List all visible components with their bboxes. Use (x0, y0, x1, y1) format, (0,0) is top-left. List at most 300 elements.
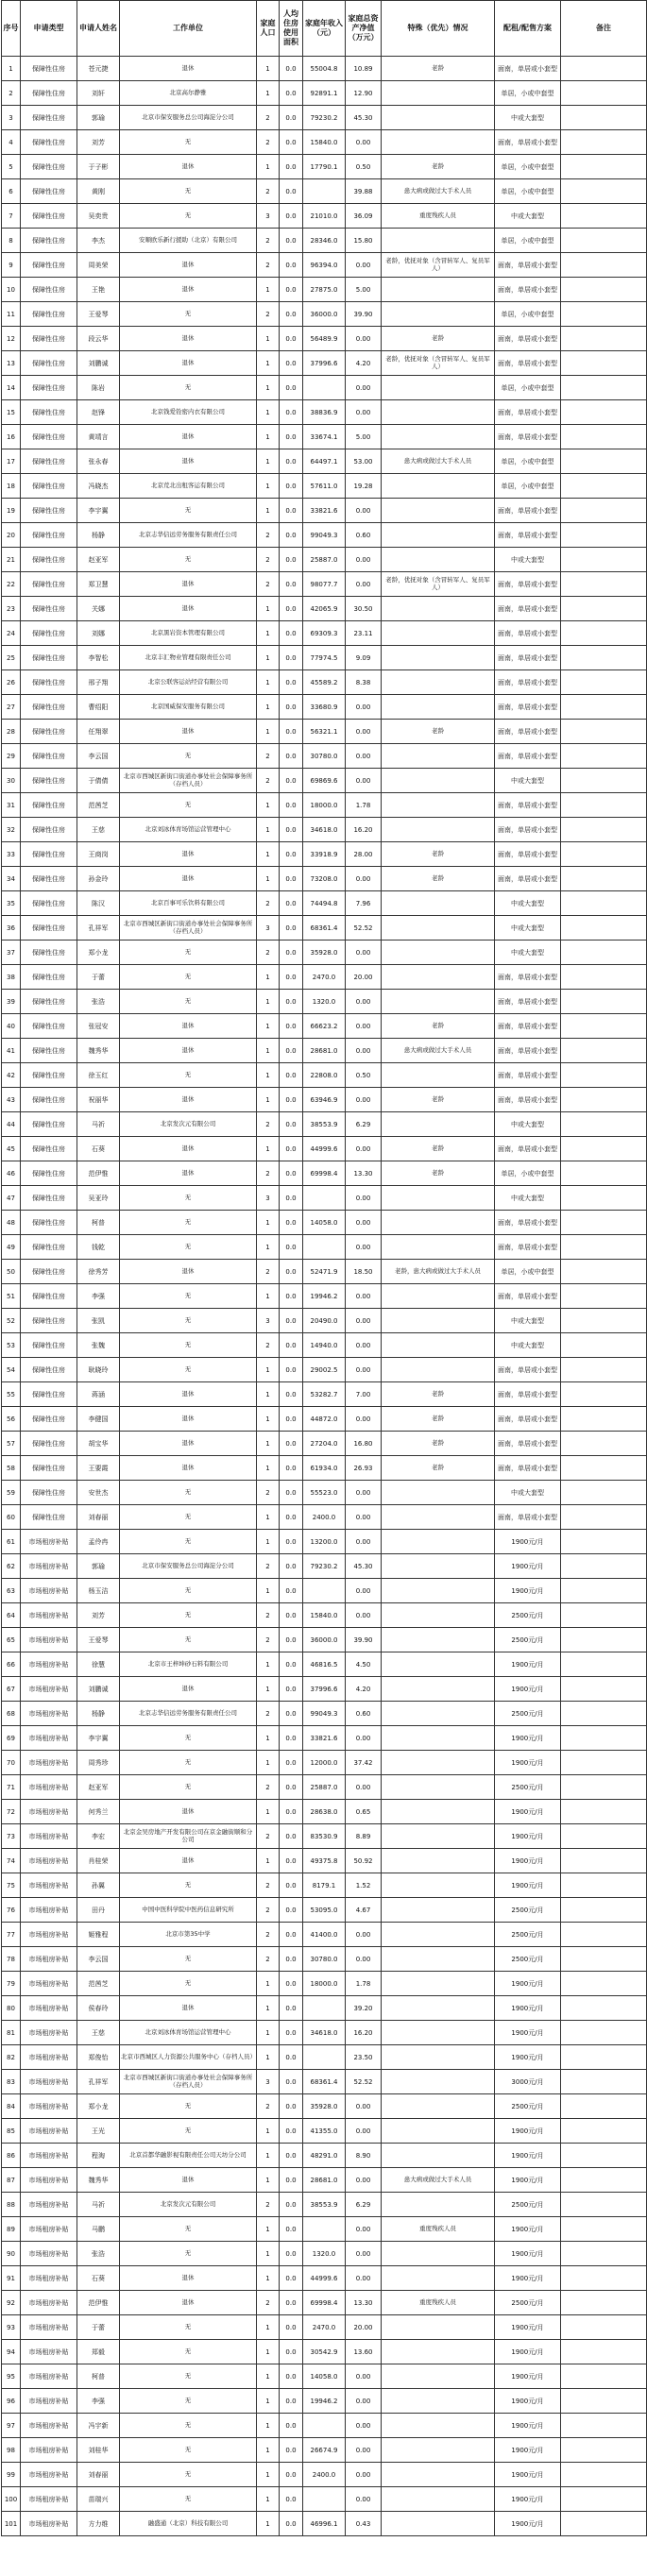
cell-seq: 75 (2, 1873, 21, 1898)
cell-cond (382, 1628, 495, 1652)
cell-assets: 0.00 (346, 327, 382, 351)
cell-people: 2 (257, 130, 280, 155)
table-row (2, 891, 647, 916)
table-row (2, 1284, 647, 1309)
cell-name: 郑毅 (77, 2340, 120, 2364)
cell-plan: 1900元/月 (495, 2119, 561, 2144)
cell-cond (382, 2414, 495, 2438)
cell-seq: 93 (2, 2315, 21, 2340)
cell-type: 保障性住房 (21, 1309, 77, 1333)
cell-unit: 退休 (120, 1996, 257, 2021)
cell-type: 保障性住房 (21, 1088, 77, 1112)
table-row (2, 1358, 647, 1382)
cell-people: 2 (257, 1898, 280, 1923)
cell-unit: 退休 (120, 449, 257, 474)
cell-income: 45589.2 (303, 670, 346, 695)
cell-plan: 单居，小或中套型 (495, 155, 561, 179)
cell-type: 保障性住房 (21, 1358, 77, 1382)
cell-assets: 0.00 (346, 2119, 382, 2144)
cell-type: 保障性住房 (21, 1039, 77, 1063)
cell-name: 程淘 (77, 2144, 120, 2168)
cell-assets: 52.52 (346, 916, 382, 941)
cell-unit: 退休 (120, 1382, 257, 1407)
cell-cond: 老龄 (382, 155, 495, 179)
cell-unit: 无 (120, 1358, 257, 1382)
cell-plan: 面南，单居或小套型 (495, 1456, 561, 1481)
table-row (2, 1382, 647, 1407)
cell-remark (561, 1161, 647, 1186)
cell-assets: 4.67 (346, 1898, 382, 1923)
cell-type: 市场租房补贴 (21, 2193, 77, 2217)
table-row (2, 2463, 647, 2487)
cell-unit: 北京金吴房地产开发有限公司在京金融街顺和分公司 (120, 1824, 257, 1849)
cell-cond (382, 523, 495, 548)
cell-unit: 无 (120, 1505, 257, 1530)
cell-assets: 0.00 (346, 1137, 382, 1161)
cell-remark (561, 1211, 647, 1235)
cell-people: 1 (257, 400, 280, 425)
cell-cond: 老龄 (382, 1014, 495, 1039)
cell-name: 张冠安 (77, 1014, 120, 1039)
cell-people: 1 (257, 2168, 280, 2193)
cell-type: 保障性住房 (21, 253, 77, 278)
cell-type: 市场租房补贴 (21, 1923, 77, 1947)
cell-unit: 无 (120, 2119, 257, 2144)
cell-type: 市场租房补贴 (21, 2242, 77, 2266)
cell-area: 0.0 (280, 597, 303, 621)
cell-income (303, 179, 346, 204)
table-row (2, 1923, 647, 1947)
cell-people: 2 (257, 229, 280, 253)
table-row (2, 2315, 647, 2340)
cell-plan: 单居，小或中套型 (495, 449, 561, 474)
cell-name: 张浩 (77, 2242, 120, 2266)
cell-seq: 10 (2, 278, 21, 302)
cell-name: 胡宝华 (77, 1432, 120, 1456)
cell-assets: 0.00 (346, 1235, 382, 1260)
cell-name: 于蕾 (77, 965, 120, 990)
cell-unit: 无 (120, 376, 257, 400)
cell-area: 0.0 (280, 2414, 303, 2438)
cell-income (303, 2487, 346, 2512)
cell-area: 0.0 (280, 1161, 303, 1186)
cell-plan: 面南，单居或小套型 (495, 425, 561, 449)
cell-type: 保障性住房 (21, 1284, 77, 1309)
cell-unit: 无 (120, 204, 257, 229)
cell-assets: 0.00 (346, 1481, 382, 1505)
cell-cond (382, 2438, 495, 2463)
cell-unit: 北京市保安服务总公司海淀分公司 (120, 1554, 257, 1579)
cell-area: 0.0 (280, 2512, 303, 2536)
cell-cond (382, 1333, 495, 1358)
cell-unit: 退休 (120, 1088, 257, 1112)
cell-income: 44999.6 (303, 1137, 346, 1161)
cell-type: 保障性住房 (21, 278, 77, 302)
cell-assets: 0.00 (346, 1211, 382, 1235)
cell-remark (561, 2094, 647, 2119)
cell-assets: 0.00 (346, 867, 382, 891)
cell-income: 38553.9 (303, 1112, 346, 1137)
cell-plan: 单居，小或中套型 (495, 81, 561, 106)
cell-plan: 面南，单居或小套型 (495, 1063, 561, 1088)
cell-plan: 单居，小或中套型 (495, 179, 561, 204)
cell-assets: 0.00 (346, 400, 382, 425)
cell-cond (382, 597, 495, 621)
cell-type: 保障性住房 (21, 155, 77, 179)
cell-assets: 39.88 (346, 179, 382, 204)
cell-income: 46996.1 (303, 2512, 346, 2536)
cell-remark (561, 1186, 647, 1211)
cell-name: 刘鹏诚 (77, 351, 120, 376)
cell-type: 市场租房补贴 (21, 2463, 77, 2487)
cell-income: 27204.0 (303, 1432, 346, 1456)
cell-income: 33674.1 (303, 425, 346, 449)
cell-people: 2 (257, 572, 280, 597)
cell-assets: 0.00 (346, 1358, 382, 1382)
cell-seq: 30 (2, 769, 21, 793)
cell-name: 冯宇新 (77, 2414, 120, 2438)
cell-name: 张浩 (77, 990, 120, 1014)
cell-cond (382, 302, 495, 327)
cell-cond (382, 941, 495, 965)
table-row (2, 941, 647, 965)
cell-unit: 无 (120, 1284, 257, 1309)
cell-seq: 71 (2, 1775, 21, 1800)
cell-people: 1 (257, 965, 280, 990)
cell-plan: 2500元/月 (495, 2291, 561, 2315)
cell-unit: 无 (120, 2438, 257, 2463)
cell-seq: 49 (2, 1235, 21, 1260)
table-row (2, 2119, 647, 2144)
cell-people: 1 (257, 1530, 280, 1554)
cell-remark (561, 2021, 647, 2045)
cell-area: 0.0 (280, 1358, 303, 1382)
cell-plan: 1900元/月 (495, 2414, 561, 2438)
table-row (2, 2512, 647, 2536)
cell-people: 1 (257, 449, 280, 474)
cell-cond (382, 670, 495, 695)
cell-income: 55004.8 (303, 57, 346, 81)
cell-income: 96394.0 (303, 253, 346, 278)
cell-assets: 0.00 (346, 990, 382, 1014)
cell-plan: 中或大套型 (495, 941, 561, 965)
cell-cond (382, 1849, 495, 1873)
cell-area: 0.0 (280, 1702, 303, 1726)
cell-remark (561, 1481, 647, 1505)
cell-assets: 6.29 (346, 2193, 382, 2217)
cell-plan: 中或大套型 (495, 891, 561, 916)
cell-people: 2 (257, 769, 280, 793)
table-header-row (2, 1, 647, 57)
cell-plan: 1900元/月 (495, 2389, 561, 2414)
table-row (2, 400, 647, 425)
cell-name: 赵锋 (77, 400, 120, 425)
cell-seq: 37 (2, 941, 21, 965)
table-row (2, 1996, 647, 2021)
cell-income: 14940.0 (303, 1333, 346, 1358)
cell-people: 1 (257, 1751, 280, 1775)
cell-people: 1 (257, 2340, 280, 2364)
cell-area: 0.0 (280, 2094, 303, 2119)
cell-unit: 无 (120, 1309, 257, 1333)
cell-seq: 95 (2, 2364, 21, 2389)
cell-people: 2 (257, 1161, 280, 1186)
cell-assets: 1.78 (346, 1972, 382, 1996)
cell-name: 范茜芝 (77, 1972, 120, 1996)
cell-people: 1 (257, 499, 280, 523)
cell-name: 范伊惟 (77, 2291, 120, 2315)
cell-income: 46816.5 (303, 1652, 346, 1677)
cell-income: 74494.8 (303, 891, 346, 916)
cell-unit: 无 (120, 1186, 257, 1211)
cell-income: 38836.9 (303, 400, 346, 425)
cell-assets: 12.90 (346, 81, 382, 106)
cell-income: 29002.5 (303, 1358, 346, 1382)
cell-unit: 无 (120, 2217, 257, 2242)
cell-type: 市场租房补贴 (21, 1873, 77, 1898)
cell-plan: 1900元/月 (495, 1726, 561, 1751)
cell-assets: 4.20 (346, 351, 382, 376)
cell-people: 1 (257, 1456, 280, 1481)
cell-plan: 面南，单居或小套型 (495, 842, 561, 867)
cell-plan: 1900元/月 (495, 2021, 561, 2045)
cell-seq: 44 (2, 1112, 21, 1137)
cell-unit: 无 (120, 1726, 257, 1751)
cell-cond (382, 1726, 495, 1751)
cell-name: 杨静 (77, 523, 120, 548)
cell-people: 2 (257, 1333, 280, 1358)
cell-unit: 北京志华信远劳务服务有限责任公司 (120, 523, 257, 548)
cell-people: 1 (257, 1972, 280, 1996)
cell-cond (382, 1481, 495, 1505)
cell-seq: 78 (2, 1947, 21, 1972)
cell-cond (382, 1603, 495, 1628)
cell-seq: 74 (2, 1849, 21, 1873)
cell-seq: 1 (2, 57, 21, 81)
cell-plan: 面南，单居或小套型 (495, 1137, 561, 1161)
cell-unit: 无 (120, 2364, 257, 2389)
cell-seq: 94 (2, 2340, 21, 2364)
cell-income: 56489.9 (303, 327, 346, 351)
cell-seq: 97 (2, 2414, 21, 2438)
cell-area: 0.0 (280, 499, 303, 523)
cell-cond: 老龄 (382, 842, 495, 867)
table-row (2, 965, 647, 990)
cell-cond (382, 2315, 495, 2340)
cell-type: 市场租房补贴 (21, 1726, 77, 1751)
cell-type: 保障性住房 (21, 425, 77, 449)
cell-cond: 老龄 (382, 1432, 495, 1456)
cell-income: 30542.9 (303, 2340, 346, 2364)
cell-type: 保障性住房 (21, 769, 77, 793)
cell-unit: 无 (120, 1063, 257, 1088)
table-row (2, 425, 647, 449)
cell-plan: 面南，单居或小套型 (495, 990, 561, 1014)
table-row (2, 155, 647, 179)
cell-people: 1 (257, 2414, 280, 2438)
table-row (2, 720, 647, 744)
cell-remark (561, 2414, 647, 2438)
cell-type: 保障性住房 (21, 229, 77, 253)
cell-area: 0.0 (280, 695, 303, 720)
column-header-unit: 工作单位 (120, 1, 257, 57)
cell-remark (561, 2389, 647, 2414)
cell-people: 1 (257, 646, 280, 670)
table-row (2, 1972, 647, 1996)
cell-remark (561, 1309, 647, 1333)
cell-remark (561, 1014, 647, 1039)
cell-type: 市场租房补贴 (21, 2144, 77, 2168)
cell-unit: 融盛通（北京）科技有限公司 (120, 2512, 257, 2536)
cell-people: 1 (257, 425, 280, 449)
cell-remark (561, 499, 647, 523)
cell-seq: 100 (2, 2487, 21, 2512)
table-body (2, 57, 647, 2536)
cell-cond (382, 81, 495, 106)
cell-unit: 北京市保安服务总公司海淀分公司 (120, 106, 257, 130)
cell-type: 市场租房补贴 (21, 1972, 77, 1996)
cell-plan: 2500元/月 (495, 1947, 561, 1972)
cell-unit: 无 (120, 1947, 257, 1972)
cell-unit: 中国中医科学院中医药信息研究所 (120, 1898, 257, 1923)
cell-income: 48291.0 (303, 2144, 346, 2168)
table-row (2, 744, 647, 769)
table-row (2, 474, 647, 499)
cell-unit: 无 (120, 1972, 257, 1996)
cell-unit: 退休 (120, 2266, 257, 2291)
cell-remark (561, 2315, 647, 2340)
cell-income: 1320.0 (303, 990, 346, 1014)
cell-name: 徐玉红 (77, 1063, 120, 1088)
cell-unit: 北京国威保安服务有限公司 (120, 695, 257, 720)
cell-remark (561, 1088, 647, 1112)
cell-people: 2 (257, 1603, 280, 1628)
cell-seq: 34 (2, 867, 21, 891)
cell-type: 市场租房补贴 (21, 1898, 77, 1923)
cell-income (303, 2217, 346, 2242)
table-row (2, 1112, 647, 1137)
cell-people: 2 (257, 1481, 280, 1505)
cell-unit: 无 (120, 1530, 257, 1554)
table-row (2, 1873, 647, 1898)
cell-assets: 16.80 (346, 1432, 382, 1456)
cell-name: 刘轩 (77, 81, 120, 106)
cell-name: 冯晓杰 (77, 474, 120, 499)
cell-unit: 退休 (120, 1039, 257, 1063)
cell-area: 0.0 (280, 2438, 303, 2463)
cell-people: 1 (257, 474, 280, 499)
cell-name: 张永春 (77, 449, 120, 474)
cell-cond (382, 1677, 495, 1702)
cell-plan: 1900元/月 (495, 2315, 561, 2340)
cell-assets: 26.93 (346, 1456, 382, 1481)
cell-people: 2 (257, 1260, 280, 1284)
cell-area: 0.0 (280, 548, 303, 572)
cell-name: 魏秀华 (77, 2168, 120, 2193)
cell-remark (561, 1775, 647, 1800)
cell-income: 33680.9 (303, 695, 346, 720)
cell-type: 市场租房补贴 (21, 2364, 77, 2389)
cell-assets: 5.00 (346, 425, 382, 449)
cell-seq: 17 (2, 449, 21, 474)
cell-people: 1 (257, 1432, 280, 1456)
cell-remark (561, 793, 647, 818)
cell-unit: 退休 (120, 425, 257, 449)
cell-cond (382, 1235, 495, 1260)
cell-income: 68361.4 (303, 916, 346, 941)
cell-type: 保障性住房 (21, 548, 77, 572)
cell-assets: 0.00 (346, 1039, 382, 1063)
cell-plan: 1900元/月 (495, 2364, 561, 2389)
column-header-type: 申请类型 (21, 1, 77, 57)
cell-cond (382, 2512, 495, 2536)
cell-type: 保障性住房 (21, 106, 77, 130)
cell-remark (561, 253, 647, 278)
cell-seq: 85 (2, 2119, 21, 2144)
cell-name: 刘春丽 (77, 2463, 120, 2487)
cell-seq: 8 (2, 229, 21, 253)
table-row (2, 1726, 647, 1751)
cell-seq: 36 (2, 916, 21, 941)
cell-area: 0.0 (280, 965, 303, 990)
cell-name: 魏秀华 (77, 1039, 120, 1063)
cell-remark (561, 2291, 647, 2315)
cell-type: 市场租房补贴 (21, 1751, 77, 1775)
cell-name: 黄靖言 (77, 425, 120, 449)
cell-income: 64497.1 (303, 449, 346, 474)
cell-unit: 退休 (120, 1677, 257, 1702)
cell-seq: 15 (2, 400, 21, 425)
cell-assets: 0.00 (346, 1775, 382, 1800)
cell-remark (561, 2487, 647, 2512)
cell-people: 2 (257, 941, 280, 965)
cell-cond: 老龄，优抚对象（含冒转军人、复员军人） (382, 572, 495, 597)
cell-cond (382, 1063, 495, 1088)
cell-assets: 0.00 (346, 695, 382, 720)
table-row (2, 81, 647, 106)
cell-type: 市场租房补贴 (21, 2266, 77, 2291)
table-row (2, 2364, 647, 2389)
cell-area: 0.0 (280, 1432, 303, 1456)
cell-cond: 老龄 (382, 1382, 495, 1407)
cell-unit: 退休 (120, 1014, 257, 1039)
table-row (2, 1702, 647, 1726)
cell-remark (561, 891, 647, 916)
cell-people: 2 (257, 302, 280, 327)
cell-area: 0.0 (280, 351, 303, 376)
cell-type: 市场租房补贴 (21, 2438, 77, 2463)
cell-area: 0.0 (280, 1726, 303, 1751)
table-row (2, 2242, 647, 2266)
cell-type: 市场租房补贴 (21, 2340, 77, 2364)
cell-people: 1 (257, 1063, 280, 1088)
table-row (2, 2168, 647, 2193)
column-header-remark: 备注 (561, 1, 647, 57)
column-header-assets: 家庭总资产净值（万元） (346, 1, 382, 57)
table-row (2, 1161, 647, 1186)
table-row (2, 106, 647, 130)
cell-assets: 0.00 (346, 2389, 382, 2414)
cell-people: 2 (257, 744, 280, 769)
cell-remark (561, 2168, 647, 2193)
table-row (2, 1530, 647, 1554)
cell-area: 0.0 (280, 1235, 303, 1260)
cell-type: 保障性住房 (21, 793, 77, 818)
table-row (2, 204, 647, 229)
cell-name: 范伊惟 (77, 1161, 120, 1186)
table-row (2, 449, 647, 474)
cell-income: 92891.1 (303, 81, 346, 106)
